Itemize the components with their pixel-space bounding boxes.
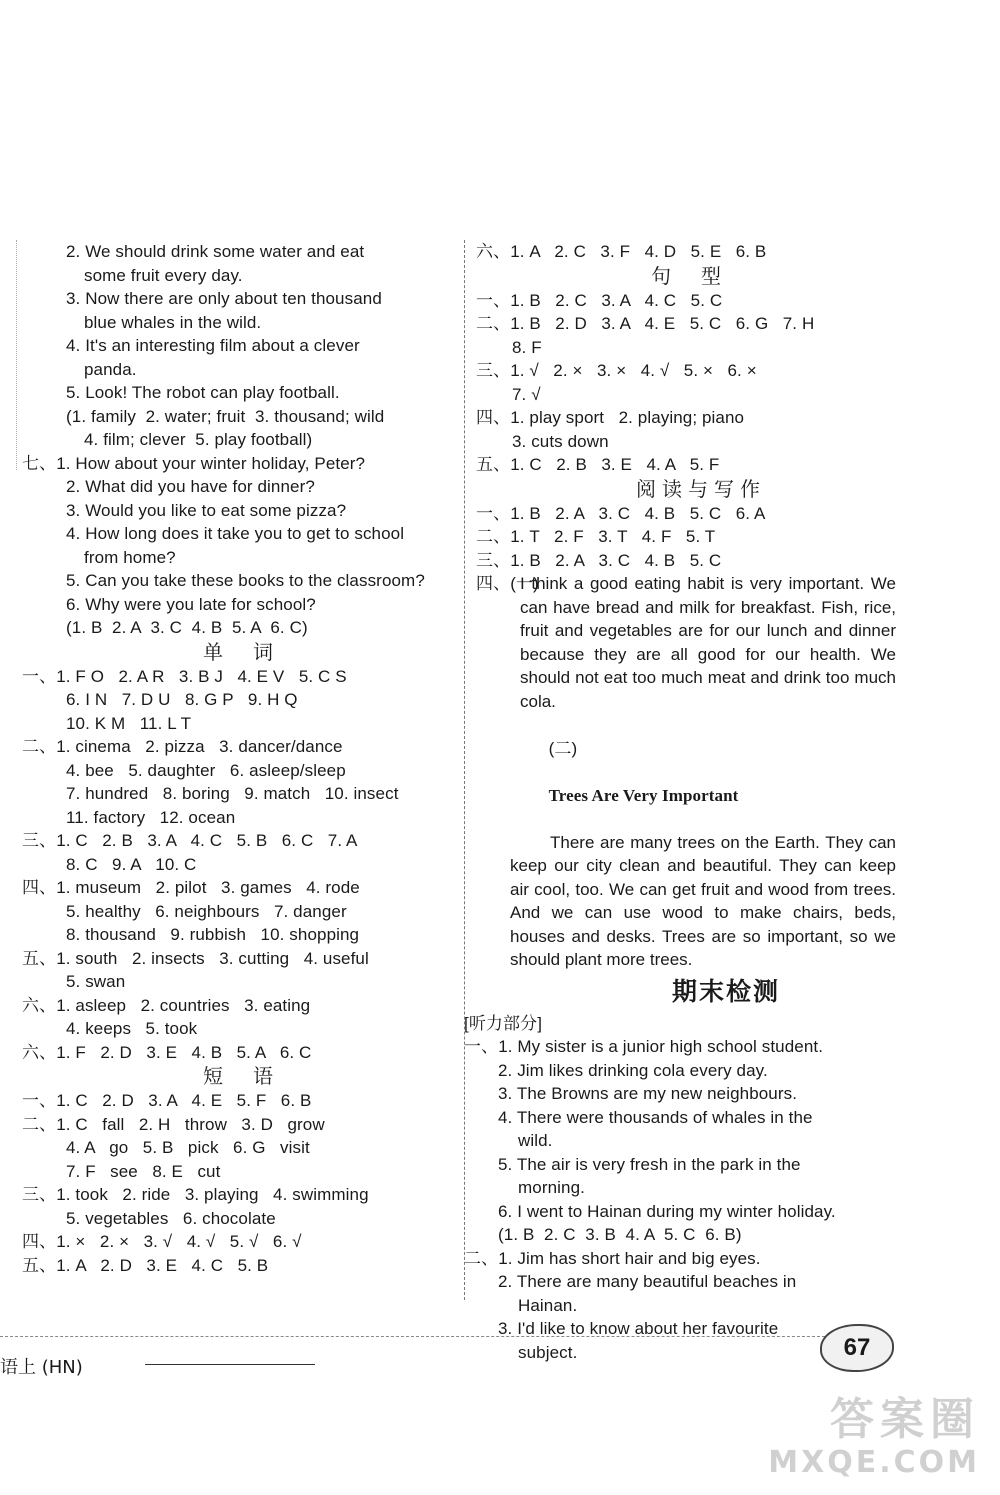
answer-line: 一、1. B 2. C 3. A 4. C 5. C xyxy=(476,290,723,310)
answer-line: 一、1. F O 2. A R 3. B J 4. E V 5. C S xyxy=(22,666,347,686)
essay-two-title: Trees Are Very Important xyxy=(548,785,739,805)
answer-line: 3. The Browns are my new neighbours. xyxy=(498,1084,798,1103)
answer-line: (1. B 2. C 3. B 4. A 5. C 6. B) xyxy=(498,1225,742,1244)
answer-line: 五、1. A 2. D 3. E 4. C 5. B xyxy=(22,1255,269,1275)
answer-line: 二、1. B 2. D 3. A 4. E 5. C 6. G 7. H xyxy=(476,314,815,333)
answer-line: 三、1. B 2. A 3. C 4. B 5. C xyxy=(476,550,722,570)
answer-line: 二、1. cinema 2. pizza 3. dancer/dance xyxy=(22,737,343,756)
answer-line: 一、1. My sister is a junior high school student. xyxy=(464,1037,824,1056)
footer-label: 语上 (HN) xyxy=(0,1357,83,1378)
answer-line: 六、1. asleep 2. countries 3. eating xyxy=(22,995,311,1015)
answer-line: 2. There are many beautiful beaches in xyxy=(498,1272,797,1291)
answer-line: 3. I'd like to know about her favourite xyxy=(498,1319,779,1338)
answer-line: 五、1. C 2. B 3. E 4. A 5. F xyxy=(476,455,720,474)
answer-line: 五、1. south 2. insects 3. cutting 4. useful xyxy=(22,948,369,968)
answer-line: some fruit every day. xyxy=(84,265,243,285)
answer-line: 6. Why were you late for school? xyxy=(66,594,316,614)
answer-line: 四、1. play sport 2. playing; piano xyxy=(476,408,745,427)
section-heading: 单词 xyxy=(203,639,303,664)
answer-line: 5. The air is very fresh in the park in the xyxy=(498,1154,801,1174)
watermark xyxy=(768,1395,980,1481)
answer-line: 四、1. museum 2. pilot 3. games 4. rode xyxy=(22,878,360,897)
answer-line: 3. cuts down xyxy=(512,431,609,451)
answer-line: 5. swan xyxy=(66,972,126,991)
essay-two xyxy=(476,713,896,972)
answer-line: 4. How long does it take you to get to school xyxy=(66,524,405,543)
answer-line: 七、1. How about your winter holiday, Peter? xyxy=(22,453,366,473)
section-heading: 句型 xyxy=(651,263,751,288)
watermark-url: MXQE.COM xyxy=(768,1445,980,1480)
answer-line: (1. family 2. water; fruit 3. thousand; wild xyxy=(66,406,385,426)
answer-line: 2. We should drink some water and eat xyxy=(66,242,365,261)
answer-line: 5. vegetables 6. chocolate xyxy=(66,1208,276,1228)
answer-line: 5. healthy 6. neighbours 7. danger xyxy=(66,901,347,921)
answer-line: subject. xyxy=(518,1342,578,1362)
answer-line: Hainan. xyxy=(518,1295,578,1315)
essay-two-text: There are many trees on the Earth. They can keep our city clean and beautiful. They can keep air cool, too. We can get fruit and wood from trees. And we can use wood to make chairs, beds, houses and desks. Trees are so important, so we should plant more trees. xyxy=(510,832,896,969)
answer-line: 六、1. A 2. C 3. F 4. D 5. E 6. B xyxy=(476,242,767,261)
answer-line: wild. xyxy=(518,1131,553,1150)
answer-line: 8. C 9. A 10. C xyxy=(66,854,197,874)
answer-line: 4. It's an interesting film about a clever xyxy=(66,336,360,355)
answer-line: 4. film; clever 5. play football) xyxy=(84,430,313,449)
answer-line: 一、1. B 2. A 3. C 4. B 5. C 6. A xyxy=(476,503,766,523)
page-number-badge xyxy=(820,1324,894,1372)
answer-line: 2. What did you have for dinner? xyxy=(66,477,315,496)
answer-line: 4. bee 5. daughter 6. asleep/sleep xyxy=(66,760,346,780)
essay-two-label: (二) xyxy=(548,738,578,758)
right-bottom-answers xyxy=(464,1035,896,1364)
page-number: 67 xyxy=(843,1334,871,1361)
answer-line: 三、1. took 2. ride 3. playing 4. swimming xyxy=(22,1185,369,1204)
section-heading: 阅读与写作 xyxy=(636,476,766,501)
answer-line: 8. F xyxy=(512,337,542,357)
answer-line: 7. hundred 8. boring 9. match 10. insect xyxy=(66,784,399,803)
answer-line: 四、1. × 2. × 3. √ 4. √ 5. √ 6. √ xyxy=(22,1232,302,1251)
answer-line: 11. factory 12. ocean xyxy=(66,807,236,827)
essay-one-text: I think a good eating habit is very important. We can have bread and milk for breakfast. Fish, rice, fruit and vegetables are for our lunch and dinner because they are all good for our health. We should not eat too much meat and drink too much cola. xyxy=(520,574,896,711)
answer-line: 六、1. F 2. D 3. E 4. B 5. A 6. C xyxy=(22,1042,312,1062)
essay-one-label: 四、(一) xyxy=(476,574,539,593)
answer-line: (1. B 2. A 3. C 4. B 5. A 6. C) xyxy=(66,618,308,637)
right-column xyxy=(464,240,896,1364)
answer-line: 一、1. C 2. D 3. A 4. E 5. F 6. B xyxy=(22,1091,312,1110)
right-top-answers xyxy=(476,240,896,572)
answer-line: blue whales in the wild. xyxy=(84,312,262,332)
answer-line: 5. Look! The robot can play football. xyxy=(66,383,340,402)
answer-line: 7. √ xyxy=(512,384,541,404)
footer-rule xyxy=(0,1336,830,1337)
answer-line: 二、1. C fall 2. H throw 3. D grow xyxy=(22,1114,325,1134)
answer-line: from home? xyxy=(84,547,176,567)
answer-line: 三、1. √ 2. × 3. × 4. √ 5. × 6. × xyxy=(476,361,757,380)
answer-line: morning. xyxy=(518,1178,585,1197)
answer-line: 8. thousand 9. rubbish 10. shopping xyxy=(66,925,360,944)
answer-line: 3. Now there are only about ten thousand xyxy=(66,289,382,308)
answer-line: 10. K M 11. L T xyxy=(66,713,192,733)
answer-line: 4. There were thousands of whales in the xyxy=(498,1107,813,1127)
answer-line: 6. I went to Hainan during my winter holiday. xyxy=(498,1201,836,1221)
final-exam-title: 期末检测 xyxy=(671,976,780,1006)
answer-line: 二、1. T 2. F 3. T 4. F 5. T xyxy=(476,527,716,546)
listening-section-label: [听力部分] xyxy=(464,1013,543,1033)
watermark-logo: 答案圈 xyxy=(830,1394,980,1445)
answer-line: 4. A go 5. B pick 6. G visit xyxy=(66,1138,310,1157)
answer-line: 二、1. Jim has short hair and big eyes. xyxy=(464,1248,761,1268)
section-heading: 短语 xyxy=(203,1064,303,1088)
essay-one xyxy=(476,572,896,713)
answer-line: 4. keeps 5. took xyxy=(66,1019,198,1038)
answer-line: panda. xyxy=(84,359,137,379)
answer-line: 6. I N 7. D U 8. G P 9. H Q xyxy=(66,690,298,709)
footer-underline xyxy=(145,1364,315,1365)
essay-two-heading xyxy=(510,713,896,831)
answer-line: 7. F see 8. E cut xyxy=(66,1161,221,1181)
left-column xyxy=(22,240,454,1277)
answer-line: 5. Can you take these books to the classroom? xyxy=(66,571,425,590)
answer-line: 2. Jim likes drinking cola every day. xyxy=(498,1060,768,1080)
margin-dots xyxy=(16,240,17,470)
answer-line: 三、1. C 2. B 3. A 4. C 5. B 6. C 7. A xyxy=(22,831,358,850)
answer-line: 3. Would you like to eat some pizza? xyxy=(66,500,347,520)
